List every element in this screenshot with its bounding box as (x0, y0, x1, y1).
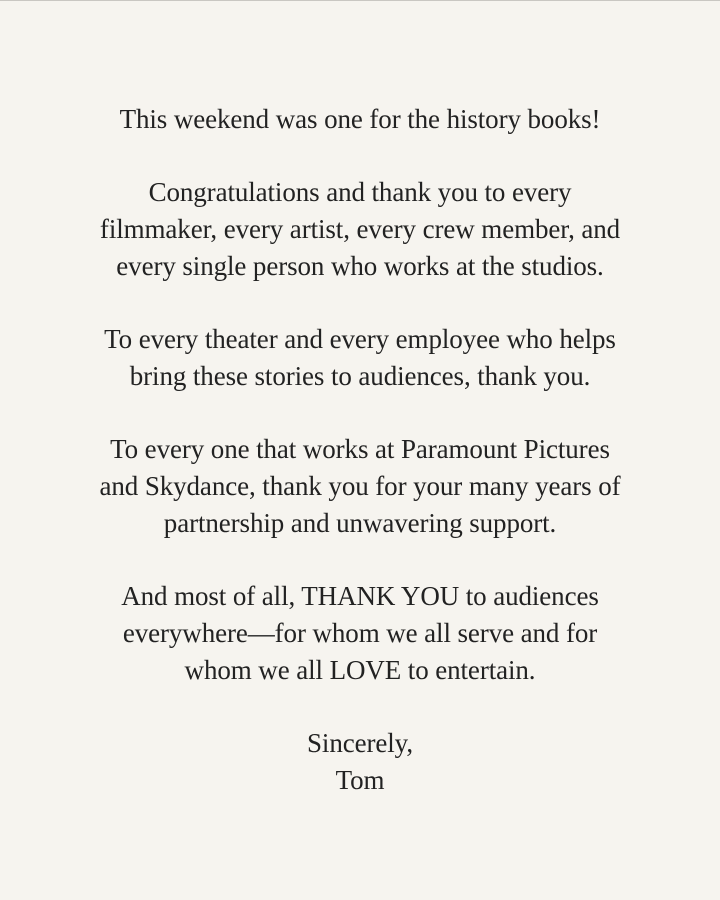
paragraph-line: whom we all LOVE to entertain. (184, 655, 536, 685)
paragraph-line: and Skydance, thank you for your many years of (99, 471, 621, 501)
signature: Tom (335, 765, 385, 795)
paragraph-line: To every theater and every employee who helps (104, 324, 616, 354)
paragraph-line: every single person who works at the studios. (116, 251, 604, 281)
paragraph-paramount (0, 431, 720, 542)
paragraph-line: And most of all, THANK YOU to audiences (121, 581, 599, 611)
paragraph-theaters (0, 321, 720, 395)
paragraph-line: This weekend was one for the history books! (119, 104, 601, 134)
paragraph-line: To every one that works at Paramount Pictures (110, 434, 610, 464)
letter-body (0, 101, 720, 799)
letter-closing (0, 725, 720, 799)
paragraph-line: partnership and unwavering support. (163, 508, 557, 538)
paragraph-intro (0, 101, 720, 138)
paragraph-audiences (0, 578, 720, 689)
paragraph-congratulations (0, 174, 720, 285)
paragraph-line: Congratulations and thank you to every (148, 177, 572, 207)
paragraph-line: everywhere—for whom we all serve and for (122, 618, 598, 648)
paragraph-line: bring these stories to audiences, thank you. (129, 361, 591, 391)
paragraph-line: filmmaker, every artist, every crew member, and (99, 214, 621, 244)
closing-salutation: Sincerely, (307, 728, 413, 758)
